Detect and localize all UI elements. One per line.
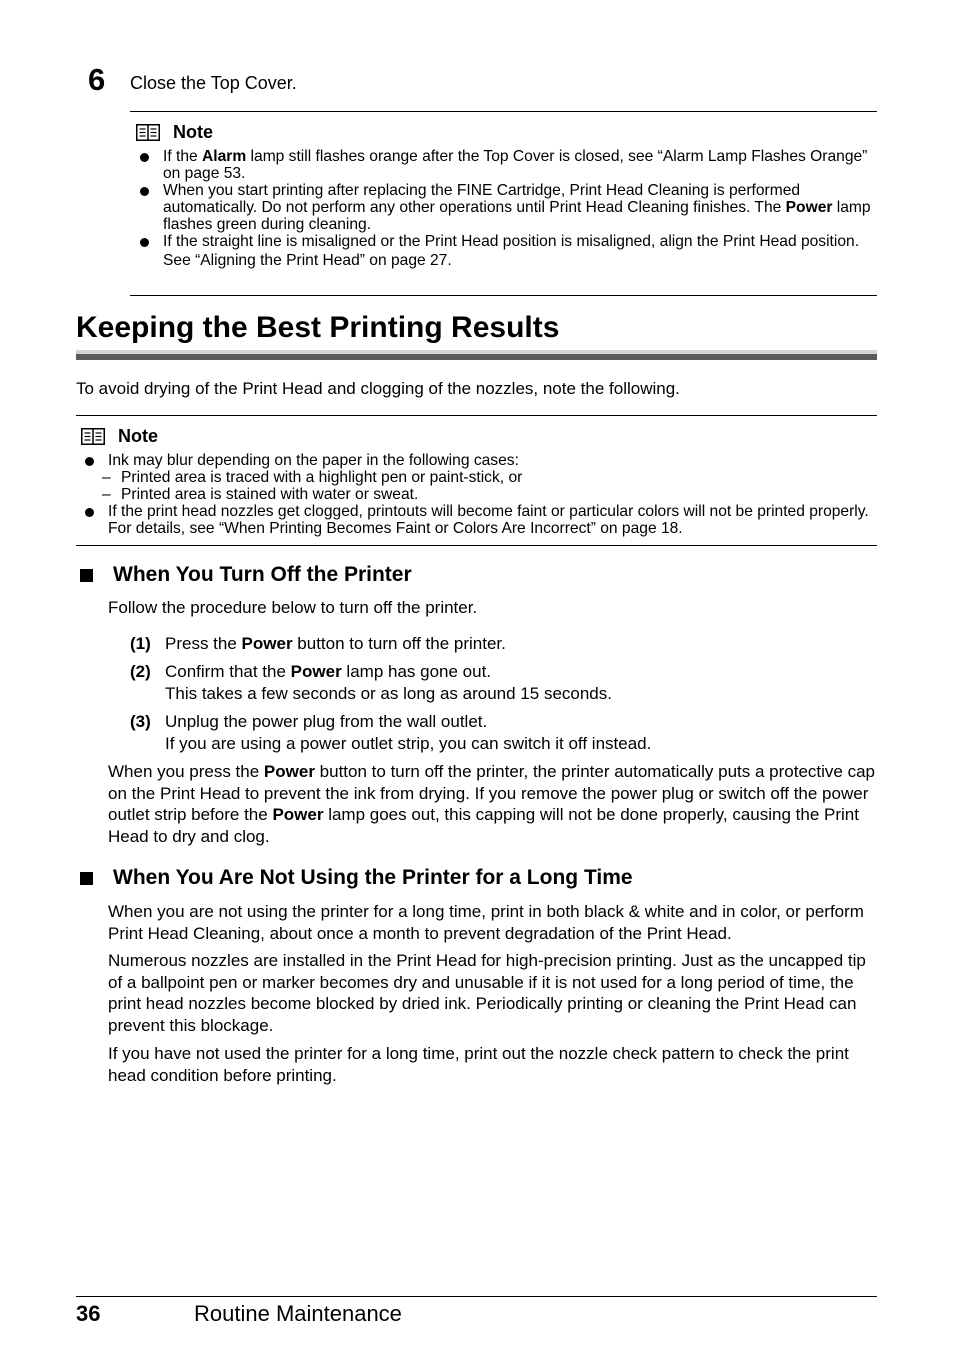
note-box-2	[81, 425, 873, 537]
section-heading: When You Are Not Using the Printer for a Long Time	[76, 865, 633, 891]
note-list	[81, 452, 873, 537]
bullet-dot-icon	[140, 153, 149, 162]
bullet-dot-icon	[85, 457, 94, 466]
bullet-dot-icon	[140, 238, 149, 247]
book-icon	[136, 124, 160, 141]
see-reference: See “Aligning the Print Head” on page 27.	[163, 252, 452, 269]
note-heading	[81, 425, 873, 447]
footer-rule	[76, 1296, 877, 1297]
square-bullet-icon	[80, 569, 93, 582]
page-number: 36	[76, 1301, 101, 1326]
note-top-rule	[76, 415, 877, 416]
sub-list-item: – Printed area is stained with water or sweat.	[102, 486, 419, 503]
list-item: If the straight line is misaligned or the Print Head position is misaligned, align the Print Head position. See “Aligning the Print Head” on page 27.	[136, 233, 871, 269]
note-bottom-rule	[76, 545, 877, 546]
bullet-dot-icon	[140, 187, 149, 196]
note-heading	[136, 121, 871, 143]
procedure-step: (3) Unplug the power plug from the wall outlet. If you are using a power outlet strip, you can switch it off instead.	[130, 712, 652, 753]
note-top-rule	[130, 111, 877, 112]
book-icon	[81, 428, 105, 445]
procedure-step: (2) Confirm that the Power lamp has gone out. This takes a few seconds or as long as around 15 seconds.	[130, 662, 612, 703]
bullet-dot-icon	[85, 508, 94, 517]
footer-section-name: Routine Maintenance	[194, 1301, 402, 1326]
list-item: If the Alarm lamp still flashes orange after the Top Cover is closed, see “Alarm Lamp Flashes Orange” on page 53.	[136, 148, 871, 182]
step-number: 6	[88, 62, 106, 97]
note-title: Note	[118, 426, 158, 446]
paragraph: If you have not used the printer for a long time, print out the nozzle check pattern to check the print head condition before printing.	[108, 1044, 849, 1085]
square-bullet-icon	[80, 872, 93, 885]
step-text: Close the Top Cover.	[130, 73, 297, 93]
lead-text: Follow the procedure below to turn off the printer.	[108, 598, 478, 617]
sub-list-item: – Printed area is traced with a highlight pen or paint-stick, or	[102, 469, 523, 486]
intro-text: To avoid drying of the Print Head and clogging of the nozzles, note the following.	[76, 379, 680, 398]
list-item: If the print head nozzles get clogged, printouts will become faint or particular colors will not be printed properly. For details, see “When Printing Becomes Faint or Colors Are Incorrect” on page 18.	[81, 503, 873, 537]
procedure-step: (1) Press the Power button to turn off the printer.	[130, 634, 506, 653]
procedure-steps	[130, 633, 651, 755]
note-list	[136, 148, 871, 269]
list-item: Ink may blur depending on the paper in the following cases:	[81, 452, 873, 469]
note-bottom-rule	[130, 295, 877, 296]
page-title: Keeping the Best Printing Results	[76, 311, 560, 344]
title-underline	[76, 354, 877, 360]
paragraph: When you are not using the printer for a long time, print in both black & white and in color, or perform Print Head Cleaning, about once a month to prevent degradation of the Print Head.	[108, 902, 864, 943]
paragraph: Numerous nozzles are installed in the Print Head for high-precision printing. Just as the uncapped tip of a ballpoint pen or marker becomes dry and unusable if it is not used for a long period of time, the print head nozzles become blocked by dried ink. Periodically printing or cleaning the Print Head can prevent this blockage.	[108, 951, 866, 1035]
paragraph: When you press the Power button to turn off the printer, the printer automatically puts a protective cap on the Print Head to prevent the ink from drying. If you remove the power plug or switch off the power outlet strip before the Power lamp goes out, this capping will not be done properly, causing the Print Head to dry and clog.	[108, 762, 876, 846]
note-box-1	[136, 121, 871, 269]
section-heading: When You Turn Off the Printer	[76, 562, 412, 588]
note-title: Note	[173, 122, 213, 142]
list-item: When you start printing after replacing the FINE Cartridge, Print Head Cleaning is performed automatically. Do not perform any other operations until Print Head Cleaning finishes. The Power lamp flashes green during cleaning.	[136, 182, 871, 233]
